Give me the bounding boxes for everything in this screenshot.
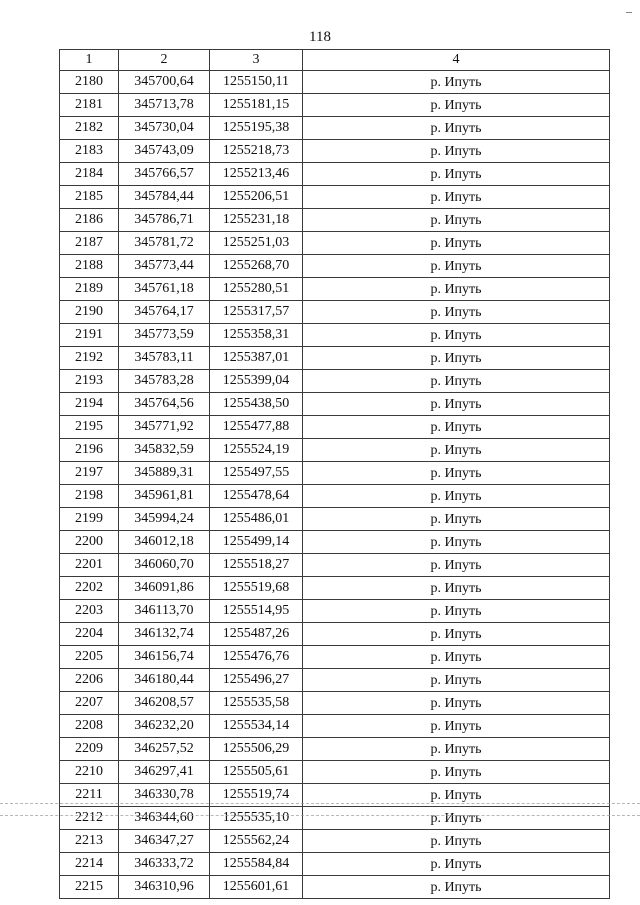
- table-row: [60, 715, 610, 738]
- scan-artifact-line: [0, 815, 640, 816]
- cell-point-number: 2210: [60, 761, 119, 784]
- cell-description: р. Ипуть: [303, 416, 610, 439]
- cell-y-coordinate: 1255535,10: [210, 807, 303, 830]
- cell-point-number: 2202: [60, 577, 119, 600]
- table-row: [60, 807, 610, 830]
- table-row: [60, 71, 610, 94]
- table-row: [60, 163, 610, 186]
- table-row: [60, 439, 610, 462]
- table-row: [60, 324, 610, 347]
- cell-point-number: 2184: [60, 163, 119, 186]
- cell-y-coordinate: 1255181,15: [210, 94, 303, 117]
- cell-x-coordinate: 345961,81: [119, 485, 210, 508]
- cell-point-number: 2191: [60, 324, 119, 347]
- cell-y-coordinate: 1255206,51: [210, 186, 303, 209]
- table-row: [60, 416, 610, 439]
- cell-description: р. Ипуть: [303, 209, 610, 232]
- scan-mark: [626, 12, 632, 13]
- cell-description: р. Ипуть: [303, 692, 610, 715]
- cell-description: р. Ипуть: [303, 853, 610, 876]
- cell-y-coordinate: 1255584,84: [210, 853, 303, 876]
- cell-x-coordinate: 345730,04: [119, 117, 210, 140]
- table-row: [60, 554, 610, 577]
- cell-description: р. Ипуть: [303, 738, 610, 761]
- table-row: [60, 232, 610, 255]
- header-cell-description: 4: [303, 50, 610, 71]
- cell-x-coordinate: 346347,27: [119, 830, 210, 853]
- cell-description: р. Ипуть: [303, 71, 610, 94]
- cell-description: р. Ипуть: [303, 600, 610, 623]
- cell-y-coordinate: 1255476,76: [210, 646, 303, 669]
- header-cell-y: 3: [210, 50, 303, 71]
- cell-y-coordinate: 1255317,57: [210, 301, 303, 324]
- table-row: [60, 692, 610, 715]
- cell-y-coordinate: 1255524,19: [210, 439, 303, 462]
- cell-y-coordinate: 1255268,70: [210, 255, 303, 278]
- table-header: [60, 50, 610, 71]
- cell-x-coordinate: 345713,78: [119, 94, 210, 117]
- table-row: [60, 485, 610, 508]
- cell-x-coordinate: 346232,20: [119, 715, 210, 738]
- cell-x-coordinate: 346297,41: [119, 761, 210, 784]
- cell-y-coordinate: 1255534,14: [210, 715, 303, 738]
- cell-description: р. Ипуть: [303, 554, 610, 577]
- header-row: [60, 50, 610, 71]
- cell-point-number: 2206: [60, 669, 119, 692]
- table-row: [60, 738, 610, 761]
- table-row: [60, 255, 610, 278]
- cell-y-coordinate: 1255519,68: [210, 577, 303, 600]
- cell-point-number: 2207: [60, 692, 119, 715]
- cell-point-number: 2212: [60, 807, 119, 830]
- cell-description: р. Ипуть: [303, 439, 610, 462]
- cell-x-coordinate: 345994,24: [119, 508, 210, 531]
- table-row: [60, 577, 610, 600]
- cell-x-coordinate: 346344,60: [119, 807, 210, 830]
- table-row: [60, 186, 610, 209]
- cell-description: р. Ипуть: [303, 255, 610, 278]
- cell-description: р. Ипуть: [303, 347, 610, 370]
- cell-y-coordinate: 1255478,64: [210, 485, 303, 508]
- cell-description: р. Ипуть: [303, 324, 610, 347]
- cell-x-coordinate: 345743,09: [119, 140, 210, 163]
- cell-x-coordinate: 345773,44: [119, 255, 210, 278]
- cell-x-coordinate: 345764,17: [119, 301, 210, 324]
- cell-x-coordinate: 345761,18: [119, 278, 210, 301]
- cell-description: р. Ипуть: [303, 623, 610, 646]
- cell-x-coordinate: 346091,86: [119, 577, 210, 600]
- cell-description: р. Ипуть: [303, 393, 610, 416]
- table-row: [60, 508, 610, 531]
- table-row: [60, 301, 610, 324]
- cell-x-coordinate: 345783,28: [119, 370, 210, 393]
- cell-x-coordinate: 345781,72: [119, 232, 210, 255]
- table-row: [60, 117, 610, 140]
- cell-x-coordinate: 345784,44: [119, 186, 210, 209]
- cell-y-coordinate: 1255518,27: [210, 554, 303, 577]
- cell-y-coordinate: 1255506,29: [210, 738, 303, 761]
- cell-description: р. Ипуть: [303, 278, 610, 301]
- cell-point-number: 2198: [60, 485, 119, 508]
- cell-description: р. Ипуть: [303, 186, 610, 209]
- cell-point-number: 2215: [60, 876, 119, 899]
- cell-x-coordinate: 346156,74: [119, 646, 210, 669]
- cell-y-coordinate: 1255231,18: [210, 209, 303, 232]
- cell-x-coordinate: 346060,70: [119, 554, 210, 577]
- cell-y-coordinate: 1255496,27: [210, 669, 303, 692]
- cell-x-coordinate: 346330,78: [119, 784, 210, 807]
- cell-y-coordinate: 1255505,61: [210, 761, 303, 784]
- cell-point-number: 2209: [60, 738, 119, 761]
- table-row: [60, 761, 610, 784]
- cell-point-number: 2205: [60, 646, 119, 669]
- cell-description: р. Ипуть: [303, 163, 610, 186]
- cell-y-coordinate: 1255218,73: [210, 140, 303, 163]
- cell-description: р. Ипуть: [303, 807, 610, 830]
- cell-point-number: 2180: [60, 71, 119, 94]
- table-row: [60, 853, 610, 876]
- cell-point-number: 2182: [60, 117, 119, 140]
- cell-x-coordinate: 346257,52: [119, 738, 210, 761]
- cell-y-coordinate: 1255213,46: [210, 163, 303, 186]
- cell-description: р. Ипуть: [303, 301, 610, 324]
- cell-description: р. Ипуть: [303, 577, 610, 600]
- cell-x-coordinate: 345889,31: [119, 462, 210, 485]
- cell-point-number: 2181: [60, 94, 119, 117]
- table-row: [60, 669, 610, 692]
- cell-description: р. Ипуть: [303, 531, 610, 554]
- cell-description: р. Ипуть: [303, 876, 610, 899]
- cell-point-number: 2183: [60, 140, 119, 163]
- table-row: [60, 600, 610, 623]
- coordinates-table: [59, 49, 610, 899]
- cell-y-coordinate: 1255358,31: [210, 324, 303, 347]
- cell-point-number: 2188: [60, 255, 119, 278]
- table-row: [60, 347, 610, 370]
- cell-x-coordinate: 346310,96: [119, 876, 210, 899]
- cell-description: р. Ипуть: [303, 715, 610, 738]
- cell-point-number: 2194: [60, 393, 119, 416]
- table-row: [60, 94, 610, 117]
- table-row: [60, 209, 610, 232]
- cell-point-number: 2204: [60, 623, 119, 646]
- cell-point-number: 2213: [60, 830, 119, 853]
- cell-y-coordinate: 1255280,51: [210, 278, 303, 301]
- page-number: 118: [309, 29, 331, 45]
- cell-x-coordinate: 345766,57: [119, 163, 210, 186]
- cell-point-number: 2186: [60, 209, 119, 232]
- cell-y-coordinate: 1255535,58: [210, 692, 303, 715]
- table-row: [60, 278, 610, 301]
- cell-point-number: 2185: [60, 186, 119, 209]
- cell-point-number: 2199: [60, 508, 119, 531]
- cell-point-number: 2187: [60, 232, 119, 255]
- cell-description: р. Ипуть: [303, 508, 610, 531]
- cell-point-number: 2197: [60, 462, 119, 485]
- cell-point-number: 2189: [60, 278, 119, 301]
- cell-description: р. Ипуть: [303, 784, 610, 807]
- table-row: [60, 462, 610, 485]
- table-row: [60, 646, 610, 669]
- cell-y-coordinate: 1255499,14: [210, 531, 303, 554]
- cell-point-number: 2201: [60, 554, 119, 577]
- cell-y-coordinate: 1255251,03: [210, 232, 303, 255]
- cell-point-number: 2192: [60, 347, 119, 370]
- cell-point-number: 2200: [60, 531, 119, 554]
- cell-x-coordinate: 345764,56: [119, 393, 210, 416]
- table-row: [60, 623, 610, 646]
- table-row: [60, 370, 610, 393]
- cell-point-number: 2193: [60, 370, 119, 393]
- table-row: [60, 393, 610, 416]
- cell-y-coordinate: 1255195,38: [210, 117, 303, 140]
- cell-y-coordinate: 1255438,50: [210, 393, 303, 416]
- cell-point-number: 2196: [60, 439, 119, 462]
- cell-point-number: 2195: [60, 416, 119, 439]
- cell-x-coordinate: 346012,18: [119, 531, 210, 554]
- cell-x-coordinate: 346180,44: [119, 669, 210, 692]
- header-cell-point-number: 1: [60, 50, 119, 71]
- cell-description: р. Ипуть: [303, 140, 610, 163]
- cell-x-coordinate: 345700,64: [119, 71, 210, 94]
- cell-description: р. Ипуть: [303, 94, 610, 117]
- header-cell-x: 2: [119, 50, 210, 71]
- cell-x-coordinate: 346333,72: [119, 853, 210, 876]
- cell-y-coordinate: 1255387,01: [210, 347, 303, 370]
- cell-description: р. Ипуть: [303, 117, 610, 140]
- cell-description: р. Ипуть: [303, 830, 610, 853]
- cell-y-coordinate: 1255477,88: [210, 416, 303, 439]
- cell-point-number: 2190: [60, 301, 119, 324]
- cell-point-number: 2214: [60, 853, 119, 876]
- scan-artifact-line: [0, 803, 640, 804]
- cell-x-coordinate: 346208,57: [119, 692, 210, 715]
- cell-description: р. Ипуть: [303, 462, 610, 485]
- cell-y-coordinate: 1255601,61: [210, 876, 303, 899]
- table-row: [60, 531, 610, 554]
- cell-y-coordinate: 1255562,24: [210, 830, 303, 853]
- cell-y-coordinate: 1255519,74: [210, 784, 303, 807]
- cell-point-number: 2211: [60, 784, 119, 807]
- cell-description: р. Ипуть: [303, 646, 610, 669]
- table-row: [60, 140, 610, 163]
- cell-x-coordinate: 345786,71: [119, 209, 210, 232]
- cell-x-coordinate: 345771,92: [119, 416, 210, 439]
- cell-description: р. Ипуть: [303, 761, 610, 784]
- cell-x-coordinate: 346113,70: [119, 600, 210, 623]
- table-row: [60, 876, 610, 899]
- cell-x-coordinate: 345783,11: [119, 347, 210, 370]
- table-body: [60, 71, 610, 899]
- cell-y-coordinate: 1255399,04: [210, 370, 303, 393]
- cell-x-coordinate: 345773,59: [119, 324, 210, 347]
- cell-y-coordinate: 1255514,95: [210, 600, 303, 623]
- cell-point-number: 2203: [60, 600, 119, 623]
- cell-description: р. Ипуть: [303, 370, 610, 393]
- cell-x-coordinate: 346132,74: [119, 623, 210, 646]
- cell-x-coordinate: 345832,59: [119, 439, 210, 462]
- table-row: [60, 830, 610, 853]
- cell-y-coordinate: 1255486,01: [210, 508, 303, 531]
- cell-y-coordinate: 1255150,11: [210, 71, 303, 94]
- cell-description: р. Ипуть: [303, 669, 610, 692]
- cell-y-coordinate: 1255497,55: [210, 462, 303, 485]
- cell-description: р. Ипуть: [303, 485, 610, 508]
- cell-y-coordinate: 1255487,26: [210, 623, 303, 646]
- cell-point-number: 2208: [60, 715, 119, 738]
- cell-description: р. Ипуть: [303, 232, 610, 255]
